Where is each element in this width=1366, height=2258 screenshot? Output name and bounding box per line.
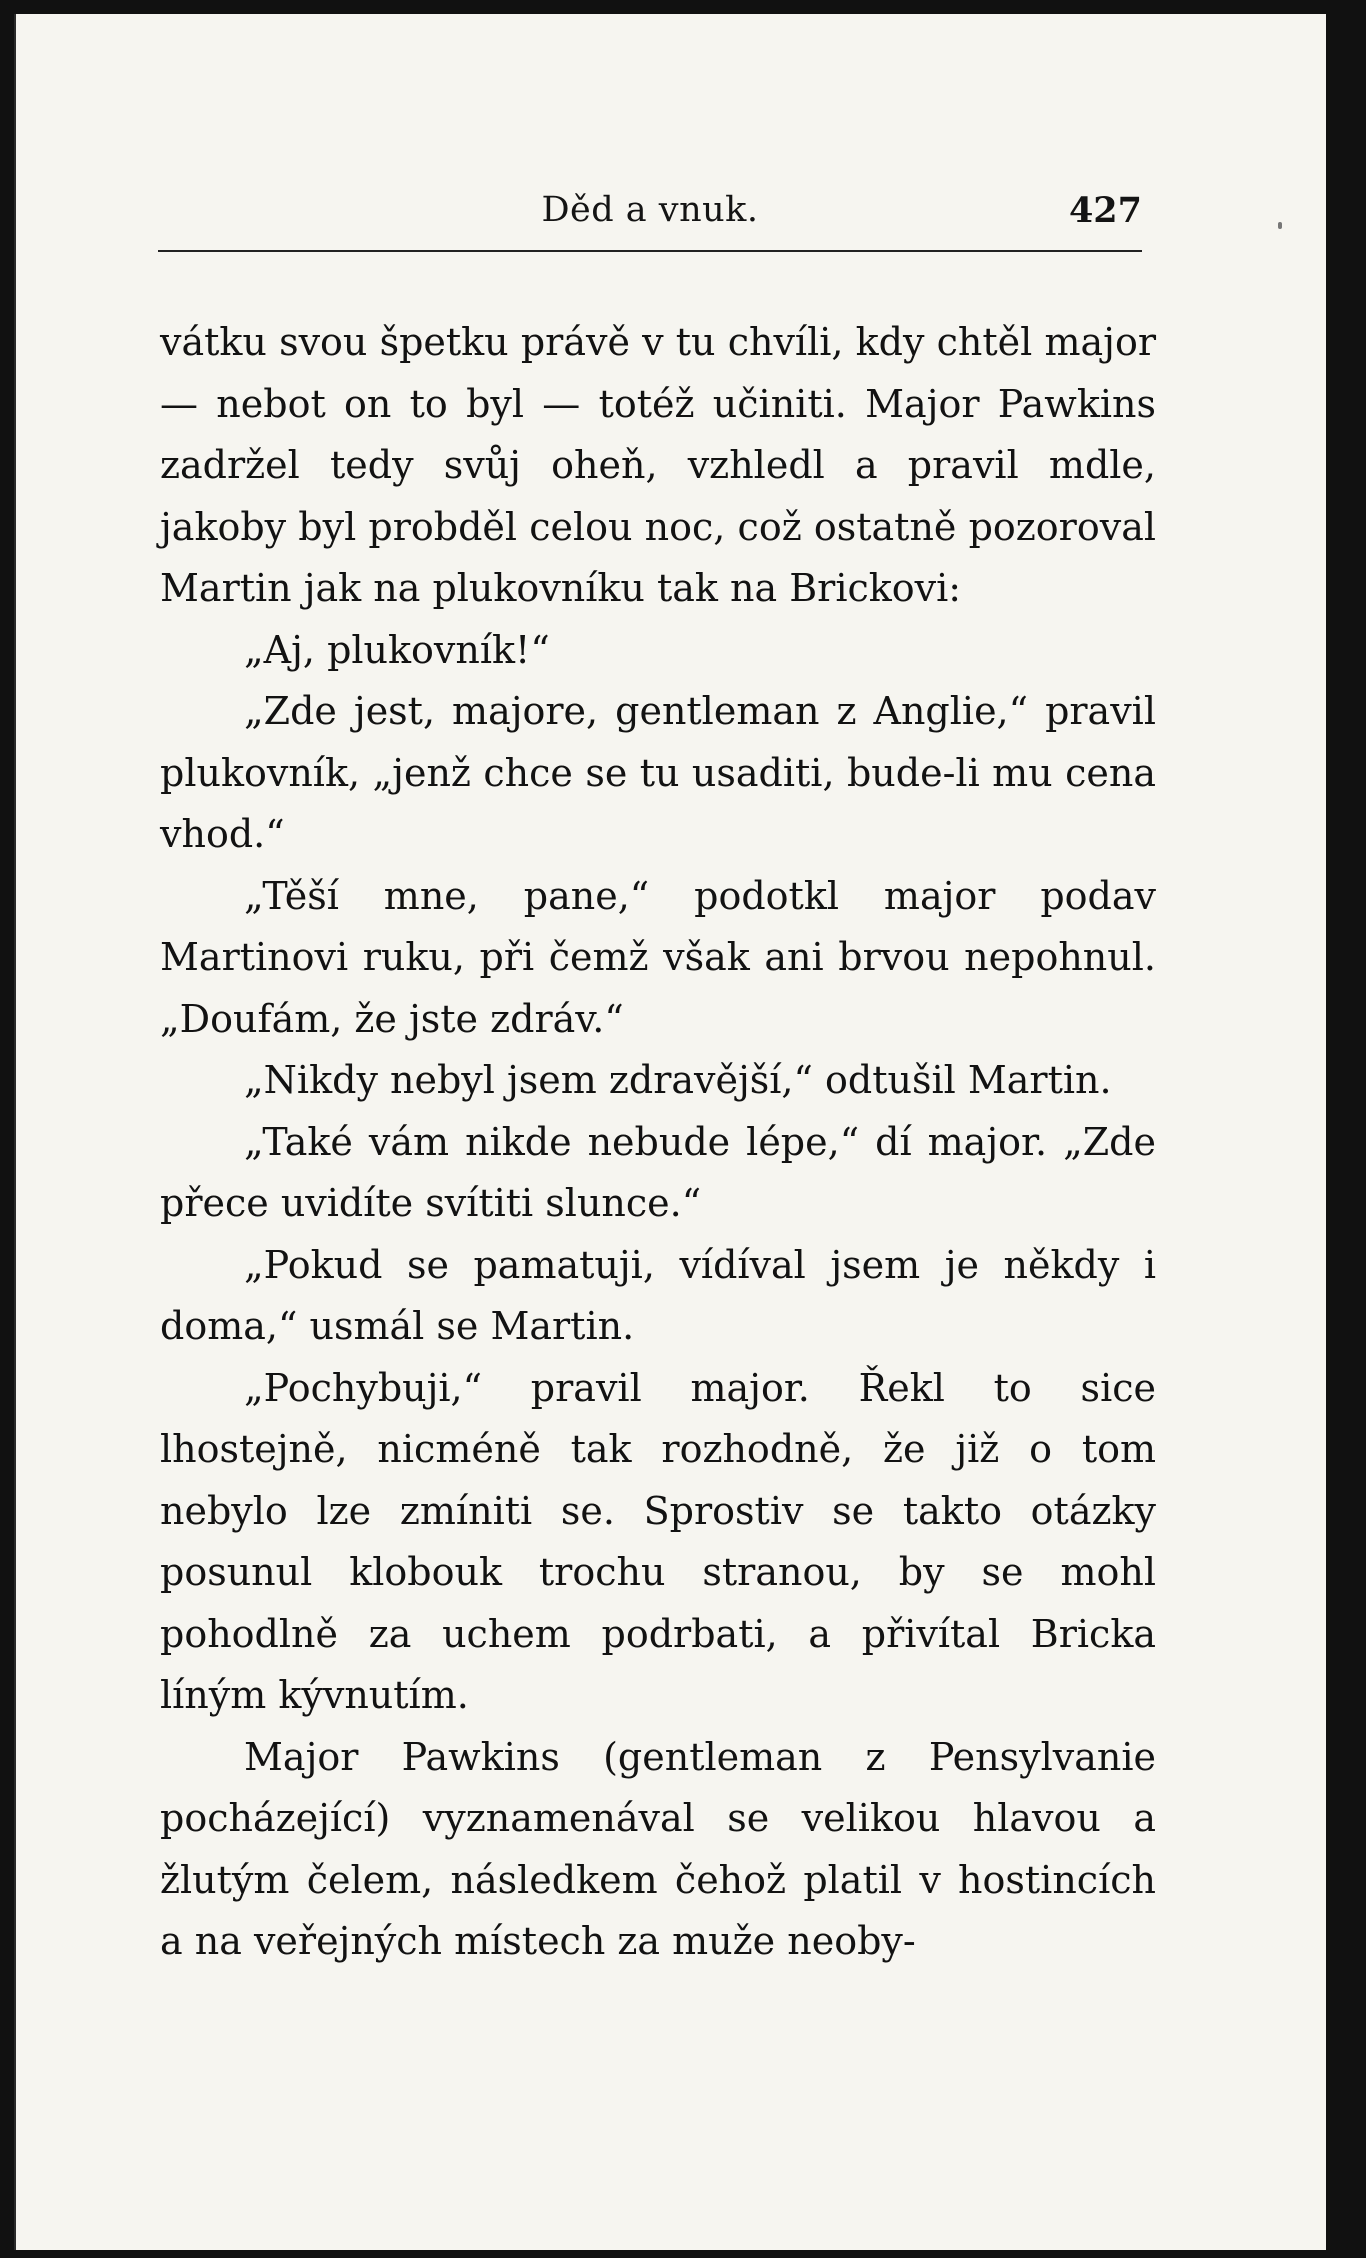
- page-number: 427: [1068, 190, 1142, 231]
- paragraph: „Pochybuji,“ pravil major. Řekl to sice lhostejně, nicméně tak rozhodně, že již o tom nebylo lze zmíniti se. Sprostiv se takto otázky posunul klobouk trochu stranou, by se mohl pohodlně za uchem podrbati, a přivítal Bricka líným kývnutím.: [160, 1365, 1156, 1717]
- paragraph: „Pokud se pamatuji, vídíval jsem je někdy i doma,“ usmál se Martin.: [160, 1242, 1156, 1348]
- paragraph: Major Pawkins (gentleman z Pensylvanie pocházející) vyznamenával se velikou hlavou a žlutým čelem, následkem čehož platil v hostincích a na veřejných místech za muže neoby-: [160, 1734, 1156, 1963]
- paragraph: „Těší mne, pane,“ podotkl major podav Martinovi ruku, při čemž však ani brvou nepohnul. „Doufám, že jste zdráv.“: [160, 873, 1156, 1041]
- paper-speck: [1278, 222, 1282, 229]
- body-text: [160, 312, 1156, 1973]
- paragraph: „Zde jest, majore, gentleman z Anglie,“ pravil plukovník, „jenž chce se tu usaditi, bude-li mu cena vhod.“: [160, 689, 1156, 856]
- paragraph: „Aj, plukovník!“: [244, 627, 550, 672]
- paragraph: vátku svou špetku právě v tu chvíli, kdy chtěl major — nebot on to byl — totéž učiniti. Major Pawkins zadržel tedy svůj oheň, vzhledl a pravil mdle, jakoby byl probděl celou noc, což ostatně pozoroval Martin jak na plukovníku tak na Brickovi:: [160, 320, 1156, 610]
- page-header: [158, 176, 1142, 246]
- paragraph: „Nikdy nebyl jsem zdravější,“ odtušil Martin.: [244, 1058, 1112, 1102]
- header-rule: [158, 250, 1142, 252]
- paragraph: „Také vám nikde nebude lépe,“ dí major. „Zde přece uvidíte svítiti slunce.“: [160, 1119, 1156, 1225]
- running-title: Děd a vnuk.: [541, 190, 759, 230]
